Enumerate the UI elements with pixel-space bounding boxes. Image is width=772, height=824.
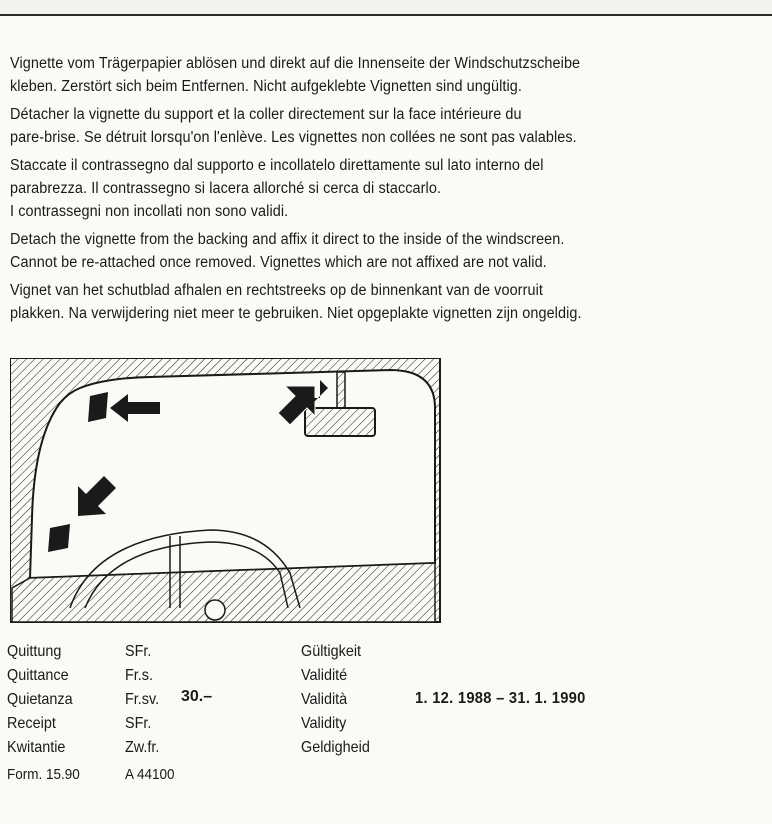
validity-labels-column <box>301 640 370 760</box>
receipt-label-de: Quittung <box>7 643 62 660</box>
currency-label-it: Fr.sv. <box>125 691 160 708</box>
windscreen-diagram <box>10 358 442 624</box>
receipt-label-fr: Quittance <box>7 667 69 684</box>
top-edge-rule <box>0 0 772 16</box>
instructions-block <box>10 52 708 330</box>
validity-label-it: Validità <box>301 691 348 708</box>
validity-label-nl: Geldigheid <box>301 739 370 756</box>
instruction-french: Détacher la vignette du support et la coller directement sur la face intérieure du pare-brise. Se détruit lorsqu'on l'enlève. Les vignettes non collées ne sont pas valables. <box>10 106 577 146</box>
receipt-labels-column <box>7 640 73 760</box>
currency-label-nl: Zw.fr. <box>125 739 160 756</box>
validity-label-de: Gültigkeit <box>301 643 362 660</box>
validity-label-en: Validity <box>301 715 347 732</box>
instruction-english: Detach the vignette from the backing and affix it direct to the inside of the windscreen. Cannot be re-attached once removed. Vignettes which are not affixed are not valid. <box>10 231 565 271</box>
instruction-italian: Staccate il contrassegno dal supporto e incollatelo direttamente sul lato interno del parabrezza. Il contrassegno si lacera allorché si cerca di staccarlo. I contrassegni non incollati non sono validi. <box>10 157 544 220</box>
receipt-label-nl: Kwitantie <box>7 739 66 756</box>
instruction-dutch: Vignet van het schutblad afhalen en rechtstreeks op de binnenkant van de voorruit plakken. Na verwijdering niet meer te gebruiken. Niet opgeplakte vignetten zijn ongeldig. <box>10 282 582 322</box>
validity-period: 1. 12. 1988 – 31. 1. 1990 <box>415 690 586 707</box>
receipt-label-en: Receipt <box>7 715 56 732</box>
currency-label-en: SFr. <box>125 715 152 732</box>
form-code: Form. 15.90 <box>7 766 80 783</box>
price-amount: 30.– <box>181 688 213 705</box>
instruction-german: Vignette vom Trägerpapier ablösen und direkt auf die Innenseite der Windschutzscheibe kleben. Zerstört sich beim Entfernen. Nicht aufgeklebte Vignetten sind ungültig. <box>10 55 581 95</box>
currency-label-de: SFr. <box>125 643 152 660</box>
currency-labels-column <box>125 640 159 760</box>
validity-label-fr: Validité <box>301 667 348 684</box>
serial-number: A 44100 <box>125 766 175 783</box>
currency-label-fr: Fr.s. <box>125 667 153 684</box>
receipt-label-it: Quietanza <box>7 691 73 708</box>
